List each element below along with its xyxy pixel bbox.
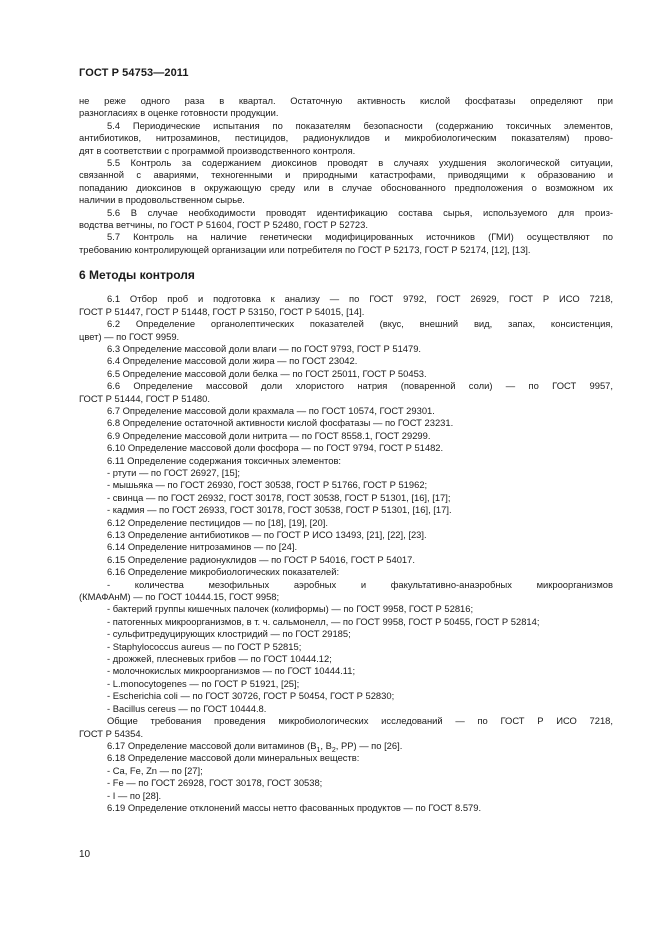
clause-6-17-part-b: , В [320,739,332,751]
clause-6-8: 6.8 Определение остаточной активности кислой фосфатазы — по ГОСТ 23231. [107,417,454,429]
list-item: - Bacillus cereus — по ГОСТ 10444.8. [107,702,267,714]
list-item: - количества мезофильных аэробных и факультативно-анаэробных микроорганизмов [107,578,613,590]
list-item: - сульфитредуцирующих клостридий — по ГОСТ 29185; [107,628,351,640]
text-line: требованию контролирующей организации или потребителя по ГОСТ Р 52173, ГОСТ Р 52174, [12], [13]. [79,243,531,255]
clause-6-11: 6.11 Определение содержания токсичных элементов: [107,454,342,466]
text-line: ГОСТ Р 51447, ГОСТ Р 51448, ГОСТ Р 53150, ГОСТ Р 54015, [14]. [79,305,365,317]
clause-6-17-part-c: , РР) — по [26]. [335,739,403,751]
clause-6-17-part-a: 6.17 Определение массовой доли витаминов (В [107,739,317,751]
clause-6-6: 6.6 Определение массовой доли хлористого натрия (поваренной соли) — по ГОСТ 9957, [107,380,613,392]
clause-5-6: 5.6 В случае необходимости проводят идентификацию состава сырья, используемого для произ- [107,206,613,218]
list-item: - дрожжей, плесневых грибов — по ГОСТ 10444.12; [107,653,332,665]
text-line: водства ветчины, по ГОСТ Р 51604, ГОСТ Р 52480, ГОСТ Р 52723. [79,219,368,231]
text-line: антибиотиков, нитрозаминов, пестицидов, радионуклидов и микробиологическим показателям) прово- [79,132,613,144]
list-item: - кадмия — по ГОСТ 26933, ГОСТ 30178, ГОСТ 30538, ГОСТ Р 51301, [16], [17]. [107,504,452,516]
page-number: 10 [79,849,91,860]
clause-6-15: 6.15 Определение радионуклидов — по ГОСТ Р 54016, ГОСТ Р 54017. [107,553,415,565]
list-item: - молочнокислых микроорганизмов — по ГОСТ 10444.11; [107,665,356,677]
clause-5-5: 5.5 Контроль за содержанием диоксинов проводят в случаях ухудшения экологической ситуации, [107,157,613,169]
text-line: не реже одного раза в квартал. Остаточную активность кислой фосфатазы определяют при [79,95,613,106]
clause-6-10: 6.10 Определение массовой доли фосфора — по ГОСТ 9794, ГОСТ Р 51482. [107,442,444,454]
list-item: - свинца — по ГОСТ 26932, ГОСТ 30178, ГОСТ 30538, ГОСТ Р 51301, [16], [17]; [107,491,451,503]
list-item: - Escherichia coli — по ГОСТ 30726, ГОСТ Р 50454, ГОСТ Р 52830; [107,690,395,702]
clause-6-2: 6.2 Определение органолептических показателей (вкус, внешний вид, запах, консистенция, [107,318,613,330]
document-header: ГОСТ Р 54753—2011 [79,67,189,79]
list-item: - бактерий группы кишечных палочек (колиформы) — по ГОСТ 9958, ГОСТ Р 52816; [107,603,474,615]
list-item: - I — по [28]. [107,789,162,801]
clause-5-7: 5.7 Контроль на наличие генетически модифицированных источников (ГМИ) осуществляют по [107,231,613,243]
clause-6-13: 6.13 Определение антибиотиков — по ГОСТ Р ИСО 13493, [21], [22], [23]. [107,529,427,540]
clause-6-12: 6.12 Определение пестицидов — по [18], [19], [20]. [107,516,328,528]
clause-6-1: 6.1 Отбор проб и подготовка к анализу — по ГОСТ 9792, ГОСТ 26929, ГОСТ Р ИСО 7218, [107,293,613,305]
text-line: связанной с авариями, техногенными и природными катастрофами, приводящими к образованию и [79,169,613,181]
general-requirements-line: Общие требования проведения микробиологических исследований — по ГОСТ Р ИСО 7218, [107,715,613,727]
text-line: (КМАФАнМ) — по ГОСТ 10444.15, ГОСТ 9958; [79,591,280,603]
clause-6-18: 6.18 Определение массовой доли минеральных веществ: [107,752,360,764]
clause-6-4: 6.4 Определение массовой доли жира — по ГОСТ 23042. [107,355,358,367]
text-line: разногласиях в оценке готовности продукции. [79,107,279,119]
list-item: - Fe — по ГОСТ 26928, ГОСТ 30178, ГОСТ 30538; [107,777,323,789]
section-6-heading: 6 Методы контроля [79,268,195,283]
list-item: - патогенных микроорганизмов, в т. ч. сальмонелл, — по ГОСТ 9958, ГОСТ Р 50455, ГОСТ Р 52814; [107,615,540,627]
document-body [79,95,613,814]
clause-6-19: 6.19 Определение отклонений массы нетто фасованных продуктов — по ГОСТ 8.579. [107,801,482,813]
clause-6-14: 6.14 Определение нитрозаминов — по [24]. [107,541,298,553]
text-line: наличии в продовольственном сырье. [79,194,245,206]
clause-6-9: 6.9 Определение массовой доли нитрита — по ГОСТ 8558.1, ГОСТ 29299. [107,429,431,441]
subscript-2: 2 [331,746,336,754]
list-item: - ртути — по ГОСТ 26927, [15]; [107,466,240,478]
list-item: - мышьяка — по ГОСТ 26930, ГОСТ 30538, ГОСТ Р 51766, ГОСТ Р 51962; [107,479,428,491]
clause-6-7: 6.7 Определение массовой доли крахмала — по ГОСТ 10574, ГОСТ 29301. [107,404,435,416]
clause-6-17 [79,740,613,752]
clause-6-16: 6.16 Определение микробиологических показателей: [107,566,340,578]
text-line: ГОСТ Р 54354. [79,727,144,739]
clause-6-3: 6.3 Определение массовой доли влаги — по ГОСТ 9793, ГОСТ Р 51479. [107,342,422,354]
list-item: - L.monocytogenes — по ГОСТ Р 51921, [25]; [107,677,300,689]
text-line: дят в соответствии с программой производственного контроля. [79,144,356,156]
clause-5-4: 5.4 Периодические испытания по показателям безопасности (содержанию токсичных элементов, [107,119,613,131]
list-item: - Staphylococcus aureus — по ГОСТ Р 52815; [107,640,302,652]
clause-6-5: 6.5 Определение массовой доли белка — по ГОСТ 25011, ГОСТ Р 50453. [107,367,427,379]
text-line: попаданию диоксинов в окружающую среду или в случае обоснованного предположения о возможном их [79,181,613,193]
text-line: цвет) — по ГОСТ 9959. [79,330,180,342]
text-line: ГОСТ Р 51444, ГОСТ Р 51480. [79,392,210,404]
subscript-1: 1 [316,746,321,754]
list-item: - Ca, Fe, Zn — по [27]; [107,764,203,776]
